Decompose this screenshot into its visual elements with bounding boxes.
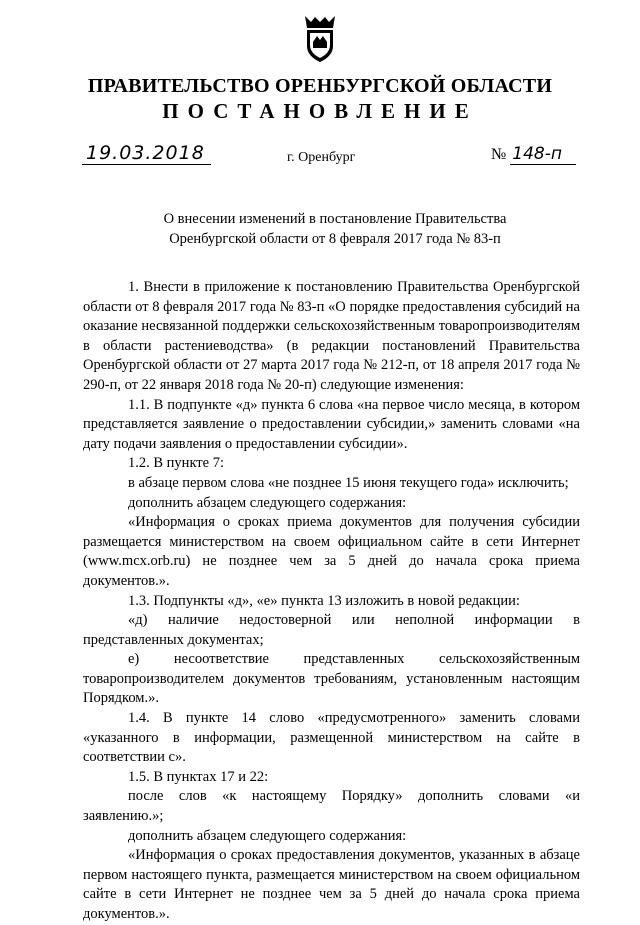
body-paragraph: 1.5. В пунктах 17 и 22: xyxy=(128,768,269,785)
body-paragraph: 1.1. В подпункте «д» пункта 6 слова «на первое число месяца, в котором представляется заявление о предоставлении субсидии,» заменить словами «на дату подачи заявления о предоставлении субсидии». xyxy=(83,396,580,452)
subject-line-2: Оренбургской области от 8 февраля 2017 года № 83-п xyxy=(169,230,501,247)
body-paragraph: «Информация о сроках приема документов для получения субсидии размещается министерством на своем официальном сайте в сети Интернет (www.mcx.orb.ru) не позднее чем за 5 дней до начала срока приема документов.». xyxy=(83,514,580,589)
coat-of-arms-icon xyxy=(301,12,339,64)
subject-line-1: О внесении изменений в постановление Правительства xyxy=(163,211,507,227)
document-number-label: № xyxy=(491,146,507,163)
body-paragraph: 1.3. Подпункты «д», «е» пункта 13 изложить в новой редакции: xyxy=(128,592,520,609)
body-paragraph: после слов «к настоящему Порядку» дополнить словами «и заявлению.»; xyxy=(83,788,580,825)
document-body xyxy=(83,278,580,925)
document-type-title: ПОСТАНОВЛЕНИЕ xyxy=(162,99,478,123)
document-city: г. Оренбург xyxy=(287,150,356,165)
body-paragraph: в абзаце первом слова «не позднее 15 июня текущего года» исключить; xyxy=(128,474,569,491)
body-paragraph: дополнить абзацем следующего содержания: xyxy=(128,827,407,844)
body-paragraph: дополнить абзацем следующего содержания: xyxy=(128,494,407,511)
body-paragraph: е) несоответствие представленных сельскохозяйственным товаропроизводителем документов требованиям, установленным настоящим Порядком.». xyxy=(83,651,580,707)
body-paragraph: 1.4. В пункте 14 слово «предусмотренного» заменить словами «указанного в информации, размещенной министерством на сайте в соответствии с». xyxy=(83,710,580,766)
body-paragraph: «Информация о сроках предоставления документов, указанных в абзаце первом настоящего пункта, размещается министерством на своем официальном сайте в сети Интернет не позднее чем за 5 дней до начала срока приема документов.». xyxy=(83,847,580,922)
document-number: 148-п xyxy=(510,144,576,165)
body-paragraph: «д) наличие недостоверной или неполной информации в представленных документах; xyxy=(83,612,580,648)
body-paragraph: 1.2. В пункте 7: xyxy=(128,455,224,472)
organization-title: ПРАВИТЕЛЬСТВО ОРЕНБУРГСКОЙ ОБЛАСТИ xyxy=(87,75,553,97)
document-date: 19.03.2018 xyxy=(82,142,211,165)
document-number-field xyxy=(491,144,576,164)
document-subject xyxy=(80,210,590,249)
body-paragraph: 1. Внести в приложение к постановлению Правительства Оренбургской области от 8 февраля 2017 года № 83-п «О порядке предоставления субсидий на оказание несвязанной поддержки сельскохозяйственным товаропроизводителям в области растениеводства» (в редакции постановлений Правительства Оренбургской области от 27 марта 2017 года № 212-п, от 18 апреля 2017 года № 290-п, от 22 января 2018 года № 20-п) следующие изменения: xyxy=(83,279,580,393)
